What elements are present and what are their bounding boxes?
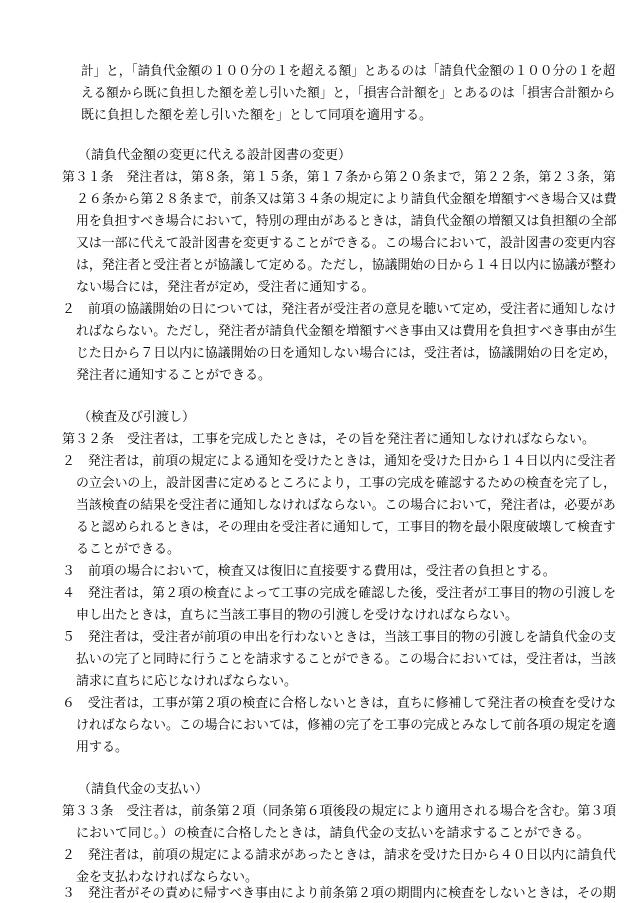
article-31-line-7: ２ 前項の協議開始の日については，発注者が受注者の意見を聴いて定め，受注者に通知しなけ — [62, 302, 617, 317]
article-32-line-3: の立会いの上，設計図書に定めるところにより，工事の完成を確認するための検査を完了し， — [76, 476, 617, 491]
article-33-line-2: において同じ。）の検査に合格したときは，請負代金の支払いを請求することができる。 — [76, 826, 590, 841]
article-32-line-5: ると認められるときは，その理由を受注者に通知して，工事目的物を最小限度破壊して検査す — [76, 520, 616, 535]
article-32-line-15: 用する。 — [76, 740, 129, 755]
article-31-line-2: ２６条から第２８条まで，前条又は第３４条の規定により請負代金額を増額すべき場合又は費 — [76, 192, 617, 207]
article-32-line-13: ６ 受注者は，工事が第２項の検査に合格しないときは，直ちに修補して発注者の検査を受けな — [62, 696, 616, 711]
article-32-heading: （検査及び引渡し） — [78, 410, 196, 425]
article-31-heading: （請負代金額の変更に代える設計図書の変更） — [78, 148, 352, 163]
article-32-line-12: 請求に直ちに応じなければならない。 — [76, 674, 298, 689]
article-32-line-9: 申し出たときは，直ちに当該工事目的物の引渡しを受けなければならない。 — [76, 608, 519, 623]
article-31-line-1: 第３１条 発注者は，第８条，第１５条，第１７条から第２０条まで，第２２条，第２３条，第 — [62, 170, 616, 185]
article-31-line-6: ない場合には，発注者が定め，受注者に通知する。 — [76, 280, 375, 295]
continuation-line-3: 既に負担した額を差し引いた額を」として同項を適用する。 — [81, 108, 433, 123]
article-33-line-3: ２ 発注者は，前項の規定による請求があったときは，請求を受けた日から４０日以内に請負代 — [62, 848, 616, 863]
article-32-line-14: ければならない。この場合においては，修補の完了を工事の完成とみなして前各項の規定を適 — [76, 718, 617, 733]
article-32-line-7: ３ 前項の場合において，検査又は復旧に直接要する費用は，受注者の負担とする。 — [62, 564, 556, 579]
article-32-line-4: 当該検査の結果を受注者に通知しなければならない。この場合において，発注者は，必要があ — [76, 498, 616, 513]
article-31-line-4: 又は一部に代えて設計図書を変更することができる。この場合において，設計図書の変更内容 — [76, 236, 616, 251]
article-33-line-4: 金を支払わなければならない。 — [76, 870, 259, 885]
article-33-line-5: ３ 発注者がその責めに帰すべき事由により前条第２項の期間内に検査をしないときは，その期 — [62, 886, 616, 901]
article-33-line-1: 第３３条 受注者は，前条第２項（同条第６項後段の規定により適用される場合を含む。第３項 — [62, 804, 616, 819]
article-32-line-10: ５ 発注者は，受注者が前項の申出を行わないときは，当該工事目的物の引渡しを請負代金の支 — [62, 630, 616, 645]
article-31-line-5: は，発注者と受注者とが協議して定める。ただし，協議開始の日から１４日以内に協議が整わ — [76, 258, 617, 273]
article-31-line-3: 用を負担すべき場合において，特別の理由があるときは，請負代金額の増額又は負担額の全部 — [76, 214, 617, 229]
article-32-line-6: ることができる。 — [76, 542, 181, 557]
article-33-heading: （請負代金の支払い） — [78, 782, 209, 797]
article-31-line-8: ればならない。ただし，発注者が請負代金額を増額すべき事由又は費用を負担すべき事由が生 — [76, 324, 617, 339]
article-32-line-2: ２ 発注者は，前項の規定による通知を受けたときは，通知を受けた日から１４日以内に受注者 — [62, 454, 616, 469]
article-32-line-1: 第３２条 受注者は，工事を完成したときは，その旨を発注者に通知しなければならない。 — [62, 432, 596, 447]
article-31-line-9: じた日から７日以内に協議開始の日を通知しない場合には，受注者は，協議開始の日を定め， — [76, 346, 617, 361]
continuation-line-1: 計」と，「請負代金額の１００分の１を超える額」とあるのは「請負代金額の１００分の１を超 — [81, 64, 616, 79]
article-32-line-8: ４ 発注者は，第２項の検査によって工事の完成を確認した後，受注者が工事目的物の引渡しを — [62, 586, 616, 601]
article-31-line-10: 発注者に通知することができる。 — [76, 368, 272, 383]
continuation-line-2: える額から既に負担した額を差し引いた額」と，「損害合計額を」とあるのは「損害合計額から — [81, 86, 616, 101]
article-32-line-11: 払いの完了と同時に行うことを請求することができる。この場合においては，受注者は，当該 — [76, 652, 617, 667]
